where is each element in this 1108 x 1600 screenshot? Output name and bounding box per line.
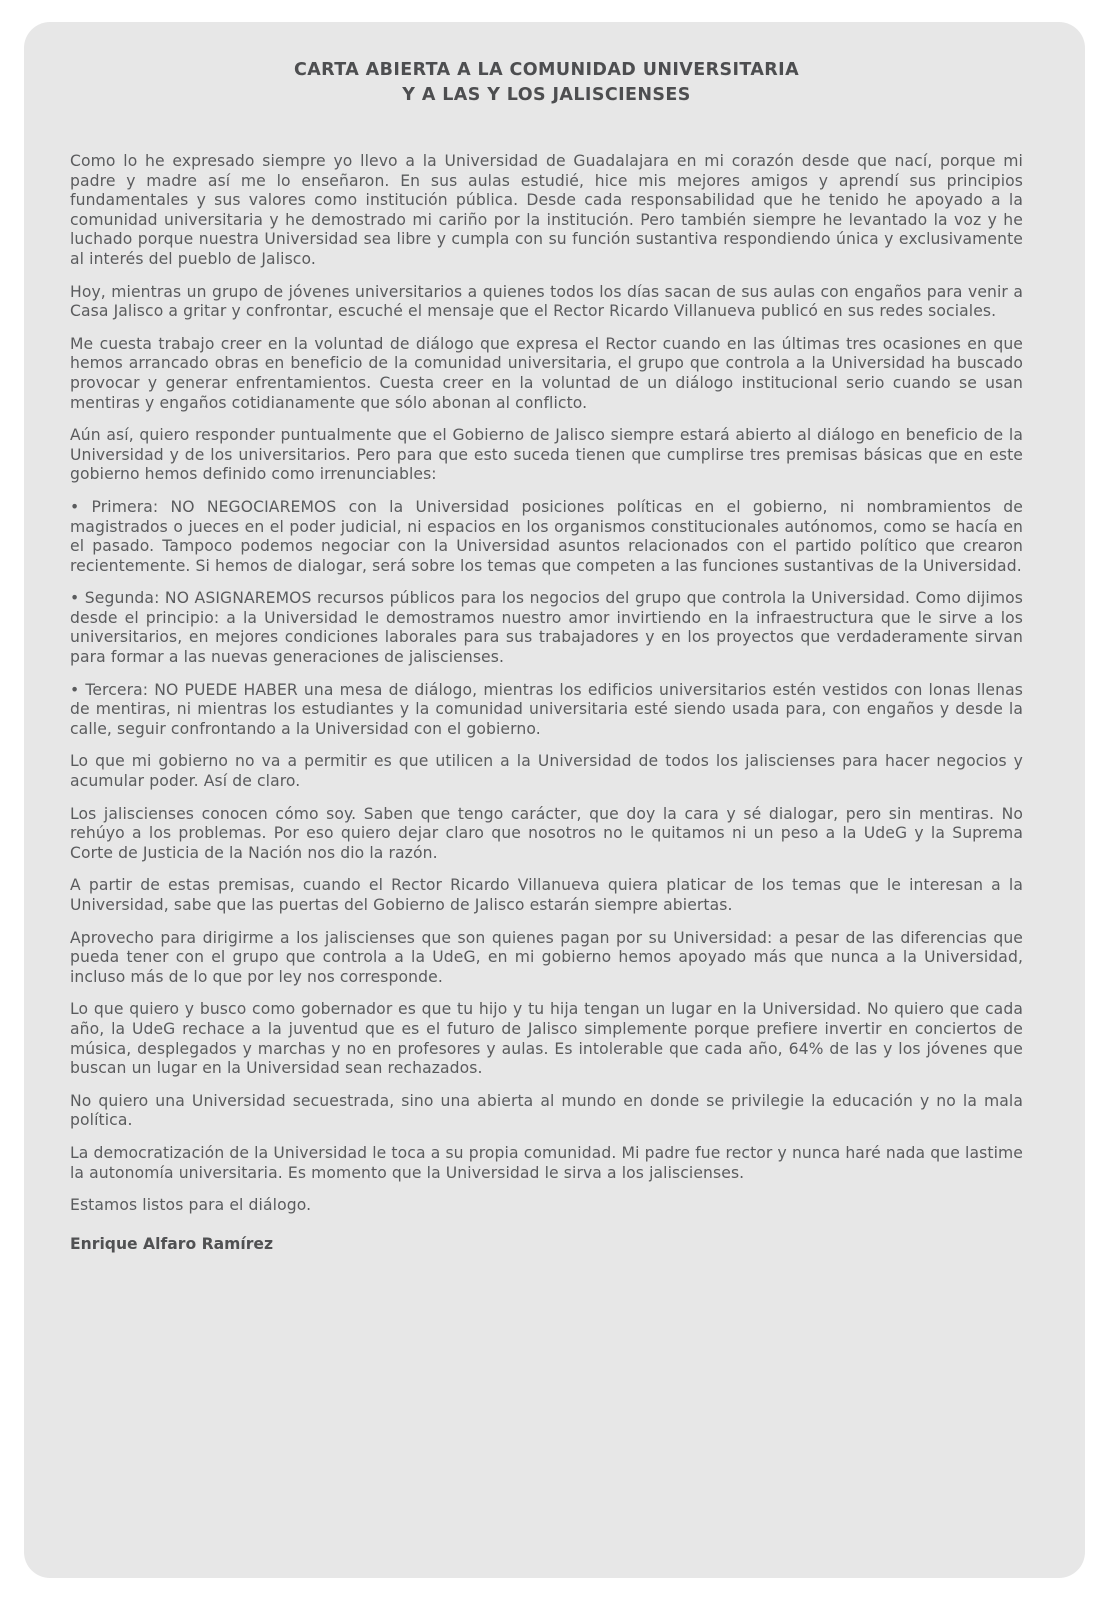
paragraph-apoyo: Aprovecho para dirigirme a los jaliscienses que son quienes pagan por su Universidad: a pesar de las diferencias que pueda tener con el grupo que controla a la UdeG, en mi gobierno hemos apoyado más que nunca a la Universidad, incluso más de lo que por ley nos corresponde. xyxy=(70,928,1023,986)
paragraph-listos-dialogo: Estamos listos para el diálogo. xyxy=(70,1196,312,1215)
paragraph-lugar-universidad: Lo que quiero y busco como gobernador es que tu hijo y tu hija tengan un lugar en la Universidad. No quiero que cada año, la UdeG rechace a la juventud que es el futuro de Jalisco simplemente porque prefiere invertir en conciertos de música, desplegados y marchas y no en profesores y aulas. Es intolerable que cada año, 64% de las y los jóvenes que buscan un lugar en la Universidad sean rechazados. xyxy=(70,1000,1023,1078)
letter-title xyxy=(70,58,1023,108)
paragraph-context: Hoy, mientras un grupo de jóvenes universitarios a quienes todos los días sacan de sus aulas con engaños para venir a Casa Jalisco a gritar y confrontar, escuché el mensaje que el Rector Ricardo Villanueva publicó en sus redes sociales. xyxy=(70,282,1023,321)
signature: Enrique Alfaro Ramírez xyxy=(70,1234,274,1253)
paragraph-puertas-abiertas: A partir de estas premisas, cuando el Rector Ricardo Villanueva quiera platicar de los temas que le interesan a la Universidad, sabe que las puertas del Gobierno de Jalisco estarán siempre abiertas. xyxy=(70,876,1023,914)
paragraph-premises-intro: Aún así, quiero responder puntualmente que el Gobierno de Jalisco siempre estará abierto al diálogo en beneficio de la Universidad y de los universitarios. Pero para que esto suceda tienen que cumplirse tres premisas básicas que en este gobierno hemos definido como irrenunciables: xyxy=(70,426,1023,484)
paragraph-intro: Como lo he expresado siempre yo llevo a la Universidad de Guadalajara en mi corazón desde que nací, porque mi padre y madre así me lo enseñaron. En sus aulas estudié, hice mis mejores amigos y aprendí sus principios fundamentales y sus valores como institución pública. Desde cada responsabilidad que he tenido he apoyado a la comunidad universitaria y he demostrado mi cariño por la institución. Pero también siempre he levantado la voz y he luchado porque nuestra Universidad sea libre y cumpla con su función sustantiva respondiendo única y exclusivamente al interés del pueblo de Jalisco. xyxy=(70,152,1023,268)
bullet-primera: • Primera: NO NEGOCIAREMOS con la Universidad posiciones políticas en el gobierno, ni nombramientos de magistrados o jueces en el poder judicial, ni espacios en los organismos constitucionales autónomos, como se hacía en el pasado. Tampoco podemos negociar con la Universidad asuntos relacionados con el partido político que crearon recientemente. Si hemos de dialogar, será sobre los temas que competen a las funciones sustantivas de la Universidad. xyxy=(70,497,1023,575)
paragraph-doubt: Me cuesta trabajo creer en la voluntad de diálogo que expresa el Rector cuando en las últimas tres ocasiones en que hemos arrancado obras en beneficio de la comunidad universitaria, el grupo que controla a la Universidad ha buscado provocar y generar enfrentamientos. Cuesta creer en la voluntad de un diálogo institucional serio cuando se usan mentiras y engaños cotidianamente que sólo abonan al conflicto. xyxy=(70,334,1023,412)
paragraph-democratizacion: La democratización de la Universidad le toca a su propia comunidad. Mi padre fue rector y nunca haré nada que lastime la autonomía universitaria. Es momento que la Universidad le sirva a los jaliscienses. xyxy=(70,1143,1023,1182)
bullet-segunda: • Segunda: NO ASIGNAREMOS recursos públicos para los negocios del grupo que controla la Universidad. Como dijimos desde el principio: a la Universidad le demostramos nuestro amor invirtiendo en la infraestructura que le sirve a los universitarios, en mejores condiciones laborales para sus trabajadores y en los proyectos que verdaderamente sirvan para formar a las nuevas generaciones de jaliscienses. xyxy=(70,589,1023,667)
letter-body xyxy=(70,152,1023,1216)
paragraph-no-permitir: Lo que mi gobierno no va a permitir es que utilicen a la Universidad de todos los jaliscienses para hacer negocios y acumular poder. Así de claro. xyxy=(70,752,1023,791)
letter-title-line-2: Y A LAS Y LOS JALISCIENSES xyxy=(402,85,691,105)
bullet-tercera: • Tercera: NO PUEDE HABER una mesa de diálogo, mientras los edificios universitarios estén vestidos con lonas llenas de mentiras, ni mientras los estudiantes y la comunidad universitaria esté siendo usada para, con engaños y desde la calle, seguir confrontando a la Universidad con el gobierno. xyxy=(70,680,1023,738)
letter-card xyxy=(24,22,1085,1578)
letter-title-line-1: CARTA ABIERTA A LA COMUNIDAD UNIVERSITARIA xyxy=(293,60,800,80)
paragraph-caracter: Los jaliscienses conocen cómo soy. Saben que tengo carácter, que doy la cara y sé dialogar, pero sin mentiras. No rehúyo a los problemas. Por eso quiero dejar claro que nosotros no le quitamos ni un peso a la UdeG y la Suprema Corte de Justicia de la Nación nos dio la razón. xyxy=(70,804,1023,862)
paragraph-universidad-abierta: No quiero una Universidad secuestrada, sino una abierta al mundo en donde se privilegie la educación y no la mala política. xyxy=(70,1091,1023,1130)
